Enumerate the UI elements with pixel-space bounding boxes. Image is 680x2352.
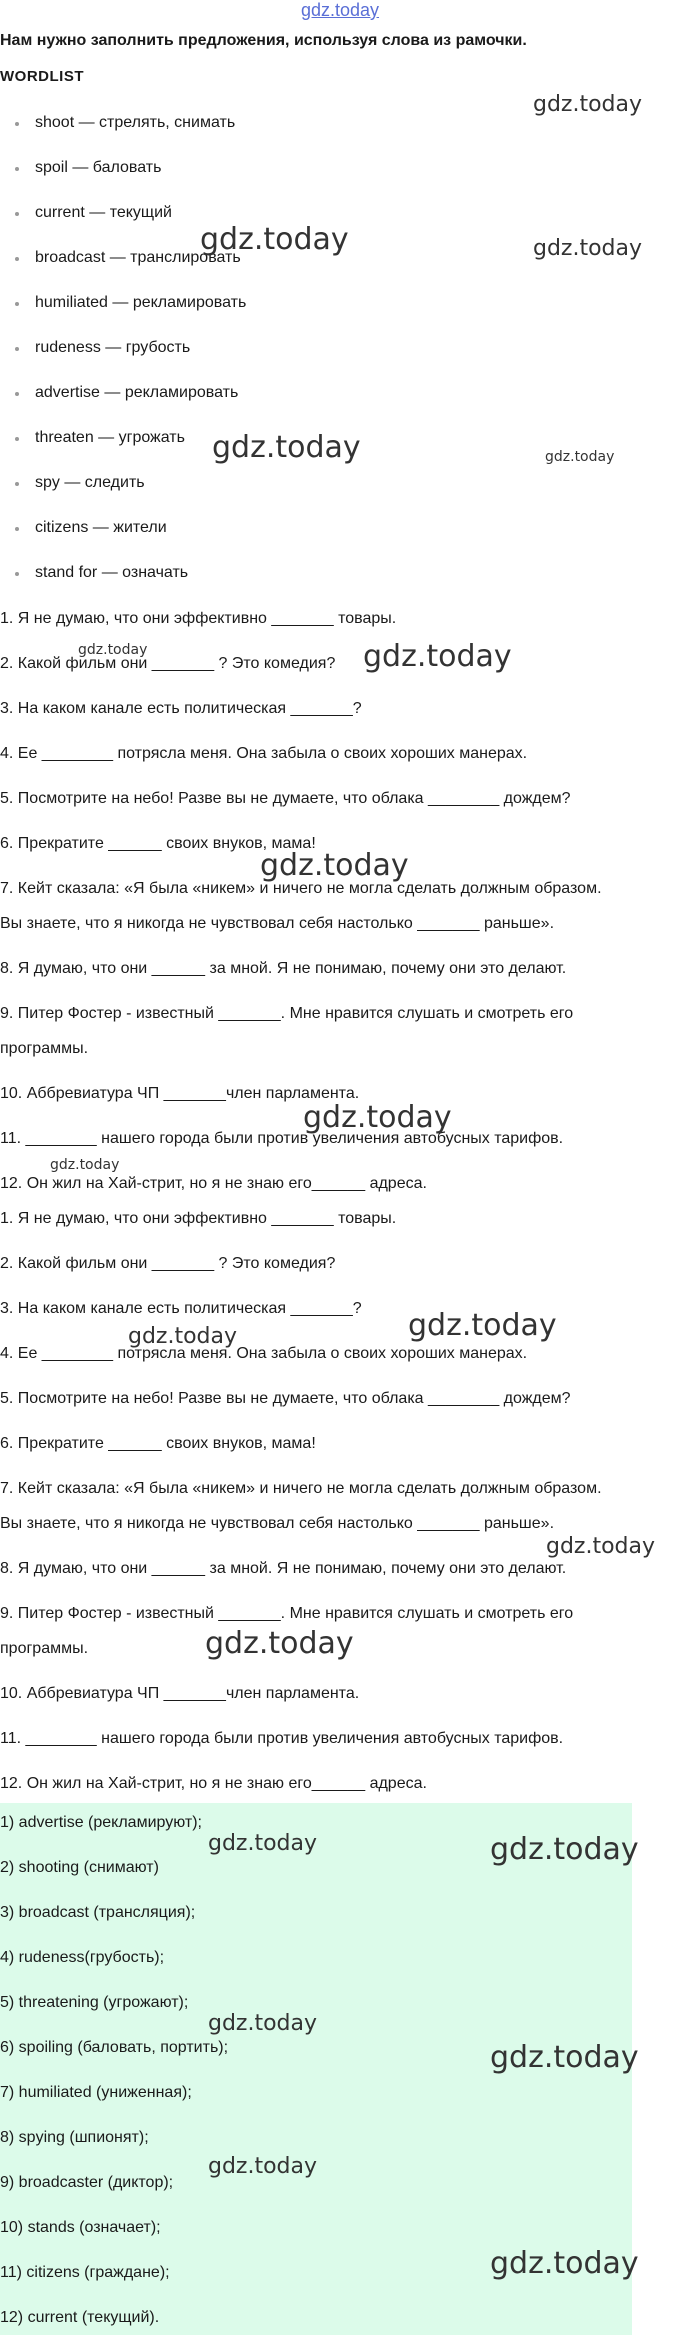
sentence-line: 11. ________ нашего города были против увеличения автобусных тарифов. xyxy=(0,1730,564,1747)
watermark: gdz.today xyxy=(200,222,349,257)
sentence-line: 3. На каком канале есть политическая _______? xyxy=(0,1300,362,1317)
sentence-line: 7. Кейт сказала: «Я была «никем» и ничего не могла сделать должным образом. xyxy=(0,1480,602,1497)
answer-item: 1) advertise (рекламируют); xyxy=(0,1814,202,1831)
wordlist-item: stand for — означать xyxy=(0,562,246,607)
watermark: gdz.today xyxy=(212,430,361,465)
sentence-line: 9. Питер Фостер - известный _______. Мне нравится слушать и смотреть его xyxy=(0,1605,574,1622)
sentence-line: 4. Ее ________ потрясла меня. Она забыла о своих хороших манерах. xyxy=(0,1345,528,1362)
sentence-line: 10. Аббревиатура ЧП _______член парламента. xyxy=(0,1085,360,1102)
sentence-line: 1. Я не думаю, что они эффективно _______ товары. xyxy=(0,1210,397,1227)
watermark: gdz.today xyxy=(408,1308,557,1343)
sentence-line: программы. xyxy=(0,1040,89,1057)
sentence-line: Вы знаете, что я никогда не чувствовал себя настолько _______ раньше». xyxy=(0,1515,555,1532)
wordlist-item: humiliated — рекламировать xyxy=(0,292,246,337)
sentence-line: 2. Какой фильм они _______ ? Это комедия? xyxy=(0,1255,336,1272)
watermark: gdz.today xyxy=(545,449,615,465)
wordlist-item: citizens — жители xyxy=(0,517,246,562)
sentence-line: 7. Кейт сказала: «Я была «никем» и ничего не могла сделать должным образом. xyxy=(0,880,602,897)
watermark: gdz.today xyxy=(490,2246,639,2281)
sentence-line: 10. Аббревиатура ЧП _______член парламента. xyxy=(0,1685,360,1702)
sentence-line: 4. Ее ________ потрясла меня. Она забыла о своих хороших манерах. xyxy=(0,745,528,762)
wordlist-item: spoil — баловать xyxy=(0,157,246,202)
wordlist xyxy=(0,112,246,607)
watermark: gdz.today xyxy=(546,1534,656,1559)
watermark: gdz.today xyxy=(260,848,409,883)
answers-list xyxy=(0,1812,228,2352)
sentence-line: 1. Я не думаю, что они эффективно _______ товары. xyxy=(0,610,397,627)
watermark: gdz.today xyxy=(533,236,643,261)
answer-item: 12) current (текущий). xyxy=(0,2309,160,2326)
answer-item: 3) broadcast (трансляция); xyxy=(0,1904,196,1921)
sentence-line: 5. Посмотрите на небо! Разве вы не думаете, что облака ________ дождем? xyxy=(0,1390,571,1407)
sentence-line: 12. Он жил на Хай-стрит, но я не знаю его______ адреса. xyxy=(0,1175,427,1192)
watermark: gdz.today xyxy=(303,1100,452,1135)
watermark: gdz.today xyxy=(490,2040,639,2075)
wordlist-item: spy — следить xyxy=(0,472,246,517)
watermark: gdz.today xyxy=(50,1157,120,1173)
answer-item: 10) stands (означает); xyxy=(0,2219,161,2236)
watermark: gdz.today xyxy=(208,1831,318,1856)
sentence-line: Вы знаете, что я никогда не чувствовал себя настолько _______ раньше». xyxy=(0,915,555,932)
watermark: gdz.today xyxy=(78,642,148,658)
answer-item: 9) broadcaster (диктор); xyxy=(0,2174,174,2191)
sentence-line: 6. Прекратите ______ своих внуков, мама! xyxy=(0,1435,316,1452)
sentence-line: 6. Прекратите ______ своих внуков, мама! xyxy=(0,835,316,852)
sentence-line: 12. Он жил на Хай-стрит, но я не знаю его______ адреса. xyxy=(0,1775,427,1792)
answer-item: 7) humiliated (униженная); xyxy=(0,2084,192,2101)
watermark: gdz.today xyxy=(533,92,643,117)
sentence-line: 8. Я думаю, что они ______ за мной. Я не понимаю, почему они это делают. xyxy=(0,1560,567,1577)
site-logo-link[interactable]: gdz.today xyxy=(300,0,380,20)
answer-item: 5) threatening (угрожают); xyxy=(0,1994,189,2011)
wordlist-item: advertise — рекламировать xyxy=(0,382,246,427)
watermark: gdz.today xyxy=(205,1626,354,1661)
task-instruction: Нам нужно заполнить предложения, используя слова из рамочки. xyxy=(0,32,527,49)
wordlist-item: broadcast — транслировать xyxy=(0,247,246,292)
answer-item: 4) rudeness(грубость); xyxy=(0,1949,165,1966)
answer-item: 6) spoiling (баловать, портить); xyxy=(0,2039,229,2056)
sentence-line: 5. Посмотрите на небо! Разве вы не думаете, что облака ________ дождем? xyxy=(0,790,571,807)
sentence-line: 11. ________ нашего города были против увеличения автобусных тарифов. xyxy=(0,1130,564,1147)
wordlist-item: shoot — стрелять, снимать xyxy=(0,112,246,157)
wordlist-item: rudeness — грубость xyxy=(0,337,246,382)
watermark: gdz.today xyxy=(363,639,512,674)
sentence-line: 9. Питер Фостер - известный _______. Мне нравится слушать и смотреть его xyxy=(0,1005,574,1022)
watermark: gdz.today xyxy=(208,2011,318,2036)
answer-item: 2) shooting (снимают) xyxy=(0,1859,159,1876)
sentence-line: 2. Какой фильм они _______ ? Это комедия? xyxy=(0,655,336,672)
sentence-line: программы. xyxy=(0,1640,89,1657)
watermark: gdz.today xyxy=(128,1324,238,1349)
wordlist-item: threaten — угрожать xyxy=(0,427,246,472)
sentence-line: 8. Я думаю, что они ______ за мной. Я не понимаю, почему они это делают. xyxy=(0,960,567,977)
answer-item: 8) spying (шпионят); xyxy=(0,2129,149,2146)
watermark: gdz.today xyxy=(490,1832,639,1867)
answer-item: 11) citizens (граждане); xyxy=(0,2264,170,2281)
wordlist-item: current — текущий xyxy=(0,202,246,247)
wordlist-heading: WORDLIST xyxy=(0,68,84,85)
watermark: gdz.today xyxy=(208,2154,318,2179)
sentence-line: 3. На каком канале есть политическая _______? xyxy=(0,700,362,717)
